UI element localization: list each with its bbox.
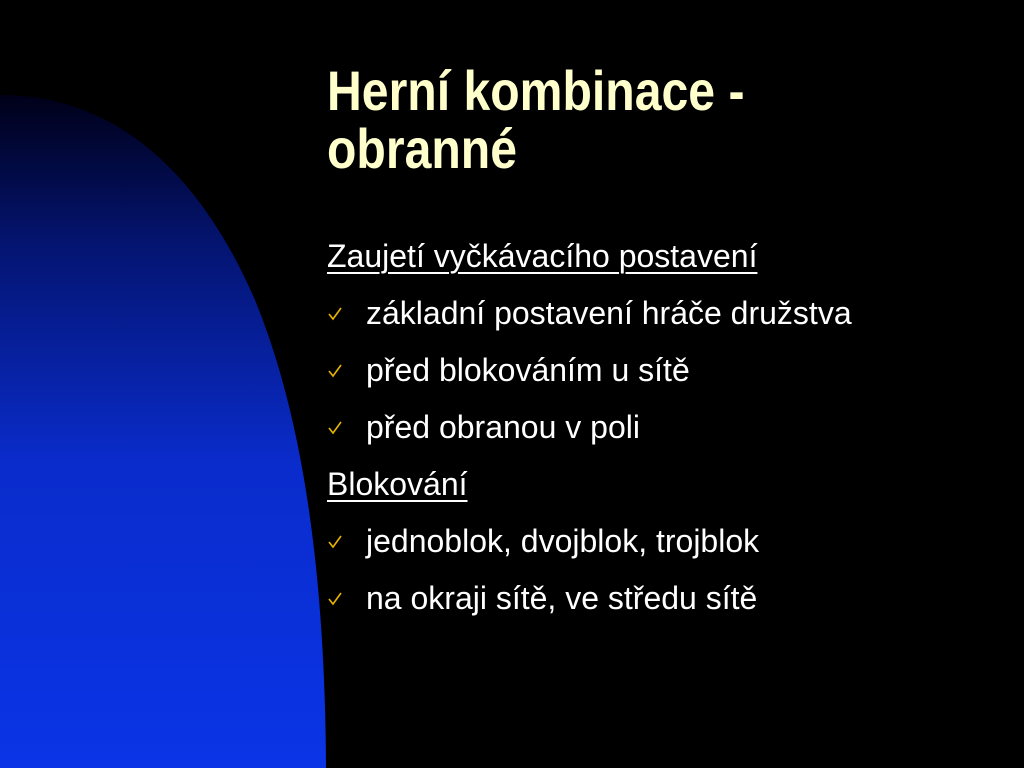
list-item bbox=[327, 288, 1017, 345]
list-item-text: před obranou v poli bbox=[366, 409, 640, 445]
checkmark-icon bbox=[327, 592, 343, 606]
section-heading-blocking: Blokování bbox=[327, 466, 468, 502]
title-line-2: obranné bbox=[327, 117, 517, 180]
list-item bbox=[327, 516, 1017, 573]
checkmark-icon bbox=[327, 364, 343, 378]
list-item bbox=[327, 573, 1017, 630]
list-item bbox=[327, 402, 1017, 459]
list-item-text: na okraji sítě, ve středu sítě bbox=[366, 580, 758, 616]
checkmark-icon bbox=[327, 421, 343, 435]
checkmark-icon bbox=[327, 535, 343, 549]
slide-body bbox=[327, 231, 1017, 630]
checkmark-icon bbox=[327, 307, 343, 321]
list-item-text: jednoblok, dvojblok, trojblok bbox=[366, 523, 760, 559]
list-item-text: základní postavení hráče družstva bbox=[366, 295, 852, 331]
section-heading-waiting-position: Zaujetí vyčkávacího postavení bbox=[327, 238, 758, 274]
title-line-1: Herní kombinace - bbox=[327, 59, 745, 122]
list-item-text: před blokováním u sítě bbox=[366, 352, 690, 388]
slide-title bbox=[327, 59, 912, 180]
list-item bbox=[327, 345, 1017, 402]
